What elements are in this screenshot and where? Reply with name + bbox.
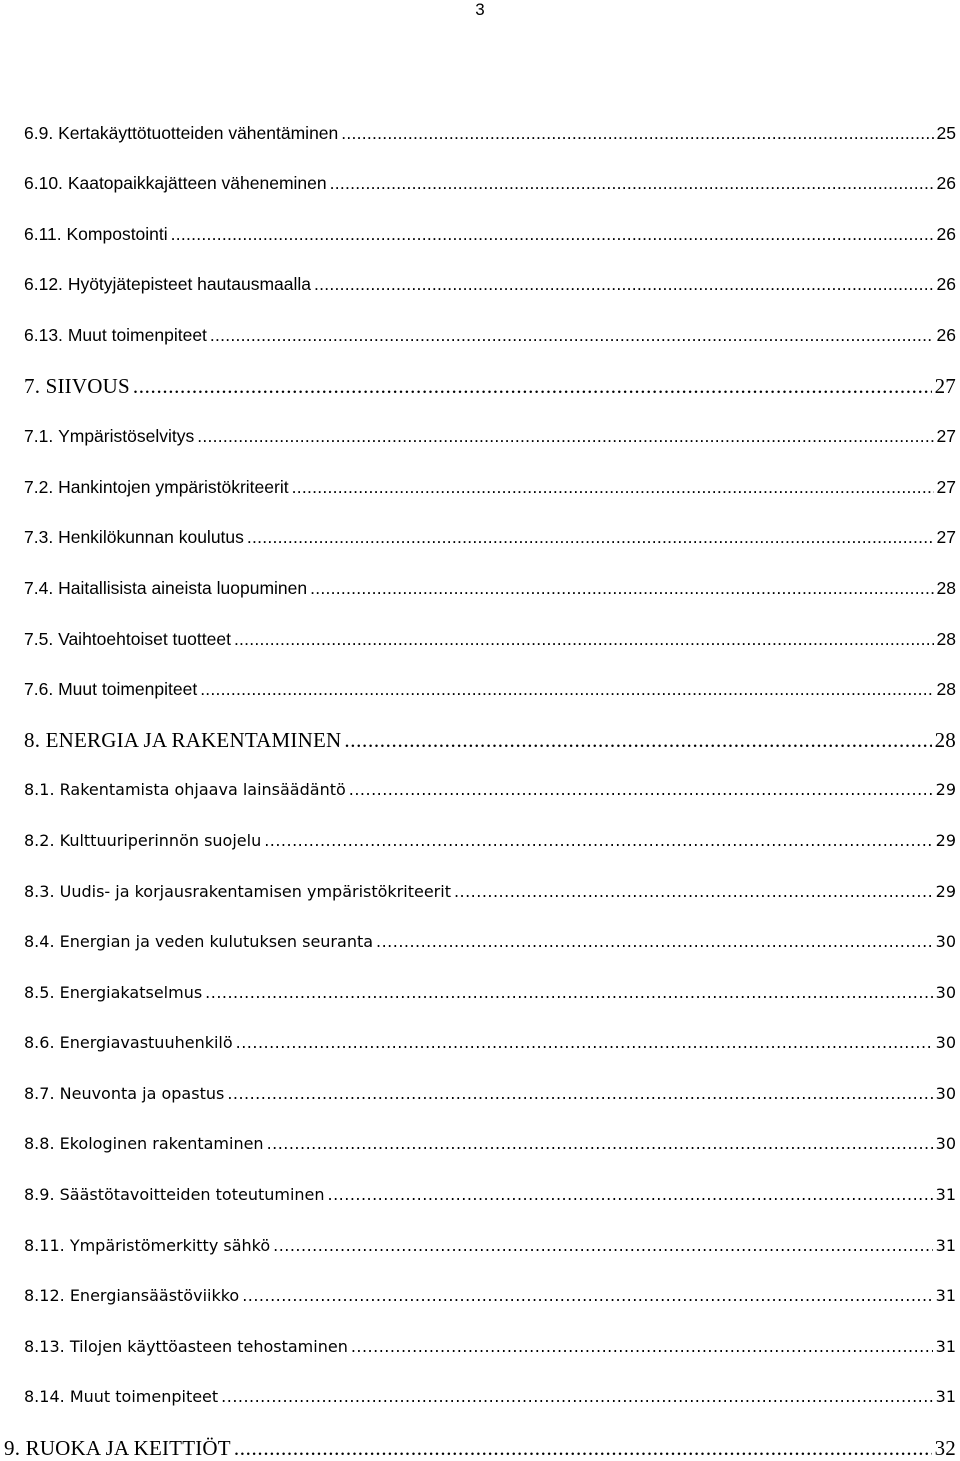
toc-entry-number: 8.7. xyxy=(24,1083,55,1103)
toc-entry-title: Kaatopaikkajätteen väheneminen xyxy=(67,173,327,194)
toc-entry-title: Energiansäästöviikko xyxy=(69,1286,240,1306)
toc-entry-title: Muut toimenpiteet xyxy=(67,324,207,345)
toc-entry-page: 28 xyxy=(936,679,956,700)
toc-entry-page: 26 xyxy=(936,223,956,244)
toc-entry-page: 29 xyxy=(935,780,956,800)
dot-leader xyxy=(264,828,932,854)
toc-entry-page: 30 xyxy=(935,932,956,952)
toc-entry-8-3[interactable] xyxy=(24,854,956,905)
dot-leader xyxy=(171,221,934,247)
toc-entry-8-8[interactable] xyxy=(24,1107,956,1158)
toc-entry-page: 32 xyxy=(934,1436,956,1461)
toc-entry-number: 7.3. xyxy=(24,527,54,548)
dot-leader xyxy=(310,575,933,601)
toc-entry-7-5[interactable] xyxy=(24,601,956,652)
page-number: 3 xyxy=(475,0,485,19)
toc-entry-title: Muut toimenpiteet xyxy=(69,1387,219,1407)
dot-leader xyxy=(197,423,933,449)
toc-entry-title: SIIVOUS xyxy=(45,373,130,398)
toc-entry-number: 6.10. xyxy=(24,173,63,194)
toc-entry-number: 9. xyxy=(4,1436,21,1461)
toc-entry-title: Kompostointi xyxy=(66,223,168,244)
dot-leader xyxy=(267,1131,933,1157)
toc-entry-number: 6.11. xyxy=(24,223,62,244)
toc-entry-number: 8.5. xyxy=(24,982,55,1002)
toc-entry-page: 27 xyxy=(936,476,956,497)
toc-entry-8-14[interactable] xyxy=(24,1360,956,1411)
dot-leader xyxy=(236,1030,933,1056)
toc-entry-6-13[interactable] xyxy=(24,297,956,348)
toc-entry-7-6[interactable] xyxy=(24,652,956,703)
dot-leader xyxy=(221,1384,932,1410)
dot-leader xyxy=(351,1334,933,1360)
table-of-contents xyxy=(4,95,956,1461)
toc-entry-number: 7.1. xyxy=(24,426,54,447)
toc-heading-9[interactable] xyxy=(4,1410,956,1461)
toc-entry-7-2[interactable] xyxy=(24,449,956,500)
toc-entry-7-4[interactable] xyxy=(24,550,956,601)
dot-leader xyxy=(234,626,934,652)
dot-leader xyxy=(205,980,932,1006)
toc-entry-title: Ympäristöselvitys xyxy=(58,426,195,447)
dot-leader xyxy=(454,879,933,905)
toc-entry-6-12[interactable] xyxy=(24,247,956,298)
dot-leader xyxy=(314,271,934,297)
toc-entry-page: 28 xyxy=(936,628,956,649)
toc-entry-8-4[interactable] xyxy=(24,905,956,956)
dot-leader xyxy=(344,727,931,753)
toc-entry-title: Ympäristömerkitty sähkö xyxy=(69,1235,271,1255)
toc-entry-page: 26 xyxy=(936,173,956,194)
toc-entry-number: 7.6. xyxy=(24,679,54,700)
toc-entry-number: 6.9. xyxy=(24,122,54,143)
toc-entry-6-10[interactable] xyxy=(24,146,956,197)
toc-entry-7-1[interactable] xyxy=(24,399,956,450)
toc-entry-8-2[interactable] xyxy=(24,803,956,854)
toc-entry-title: RUOKA JA KEITTIÖT xyxy=(25,1436,231,1461)
toc-entry-title: Henkilökunnan koulutus xyxy=(58,527,244,548)
toc-entry-title: Energiavastuuhenkilö xyxy=(59,1033,233,1053)
toc-entry-page: 31 xyxy=(935,1286,956,1306)
toc-entry-number: 7.5. xyxy=(24,628,54,649)
toc-entry-title: Kertakäyttötuotteiden vähentäminen xyxy=(58,122,339,143)
toc-entry-title: Hyötyjätepisteet hautausmaalla xyxy=(67,274,312,295)
toc-entry-number: 8.4. xyxy=(24,932,55,952)
dot-leader xyxy=(234,1435,932,1461)
toc-entry-number: 7. xyxy=(24,373,41,398)
dot-leader xyxy=(133,373,932,399)
toc-entry-title: Uudis- ja korjausrakentamisen ympäristökriteerit xyxy=(59,881,451,901)
toc-entry-page: 30 xyxy=(935,1134,956,1154)
toc-entry-title: Neuvonta ja opastus xyxy=(59,1083,225,1103)
dot-leader xyxy=(376,929,933,955)
toc-entry-page: 31 xyxy=(935,1185,956,1205)
toc-entry-number: 8.9. xyxy=(24,1185,55,1205)
toc-entry-number: 6.13. xyxy=(24,324,63,345)
toc-entry-page: 28 xyxy=(934,727,956,752)
toc-heading-7[interactable] xyxy=(24,348,956,399)
toc-entry-8-7[interactable] xyxy=(24,1056,956,1107)
toc-entry-number: 8.1. xyxy=(24,780,55,800)
toc-entry-8-11[interactable] xyxy=(24,1208,956,1259)
toc-entry-title: Hankintojen ympäristökriteerit xyxy=(58,476,289,497)
toc-entry-number: 7.2. xyxy=(24,476,54,497)
dot-leader xyxy=(292,474,934,500)
toc-entry-page: 30 xyxy=(935,982,956,1002)
toc-entry-page: 28 xyxy=(936,577,956,598)
toc-entry-8-12[interactable] xyxy=(24,1259,956,1310)
toc-entry-6-11[interactable] xyxy=(24,196,956,247)
toc-entry-8-5[interactable] xyxy=(24,955,956,1006)
toc-entry-title: Energiakatselmus xyxy=(59,982,203,1002)
toc-entry-number: 8. xyxy=(24,727,41,752)
toc-entry-number: 8.12. xyxy=(24,1286,65,1306)
toc-entry-page: 29 xyxy=(935,830,956,850)
toc-entry-title: ENERGIA JA RAKENTAMINEN xyxy=(45,727,342,752)
dot-leader xyxy=(227,1081,932,1107)
toc-entry-page: 26 xyxy=(936,274,956,295)
toc-entry-title: Haitallisista aineista luopuminen xyxy=(58,577,308,598)
dot-leader xyxy=(247,524,934,550)
dot-leader xyxy=(328,1182,933,1208)
toc-entry-8-6[interactable] xyxy=(24,1006,956,1057)
toc-entry-title: Vaihtoehtoiset tuotteet xyxy=(58,628,231,649)
toc-entry-6-9[interactable] xyxy=(24,95,956,146)
toc-entry-number: 8.14. xyxy=(24,1387,65,1407)
toc-entry-page: 30 xyxy=(935,1083,956,1103)
toc-entry-title: Ekologinen rakentaminen xyxy=(59,1134,264,1154)
toc-entry-page: 27 xyxy=(936,527,956,548)
toc-entry-number: 7.4. xyxy=(24,577,54,598)
toc-entry-8-13[interactable] xyxy=(24,1309,956,1360)
toc-heading-8[interactable] xyxy=(24,702,956,753)
toc-entry-page: 27 xyxy=(936,426,956,447)
toc-entry-title: Kulttuuriperinnön suojelu xyxy=(59,830,262,850)
toc-entry-title: Rakentamista ohjaava lainsäädäntö xyxy=(59,780,346,800)
toc-entry-page: 31 xyxy=(935,1235,956,1255)
toc-entry-title: Energian ja veden kulutuksen seuranta xyxy=(59,932,374,952)
dot-leader xyxy=(242,1283,932,1309)
toc-entry-number: 8.13. xyxy=(24,1336,65,1356)
toc-entry-page: 30 xyxy=(935,1033,956,1053)
toc-entry-7-3[interactable] xyxy=(24,500,956,551)
toc-entry-number: 6.12. xyxy=(24,274,63,295)
toc-entry-number: 8.3. xyxy=(24,881,55,901)
toc-entry-page: 31 xyxy=(935,1387,956,1407)
toc-entry-number: 8.11. xyxy=(24,1235,65,1255)
dot-leader xyxy=(330,170,934,196)
dot-leader xyxy=(273,1233,933,1259)
dot-leader xyxy=(349,777,933,803)
toc-entry-8-9[interactable] xyxy=(24,1157,956,1208)
toc-entry-8-1[interactable] xyxy=(24,753,956,804)
toc-entry-page: 25 xyxy=(936,122,956,143)
dot-leader xyxy=(200,676,933,702)
toc-entry-page: 27 xyxy=(934,373,956,398)
dot-leader xyxy=(210,322,934,348)
toc-entry-title: Muut toimenpiteet xyxy=(58,679,198,700)
toc-entry-title: Tilojen käyttöasteen tehostaminen xyxy=(69,1336,348,1356)
toc-entry-page: 31 xyxy=(935,1336,956,1356)
toc-entry-number: 8.8. xyxy=(24,1134,55,1154)
toc-entry-page: 26 xyxy=(936,324,956,345)
toc-entry-number: 8.2. xyxy=(24,830,55,850)
toc-entry-number: 8.6. xyxy=(24,1033,55,1053)
toc-entry-page: 29 xyxy=(935,881,956,901)
toc-entry-title: Säästötavoitteiden toteutuminen xyxy=(59,1185,325,1205)
dot-leader xyxy=(341,120,933,146)
